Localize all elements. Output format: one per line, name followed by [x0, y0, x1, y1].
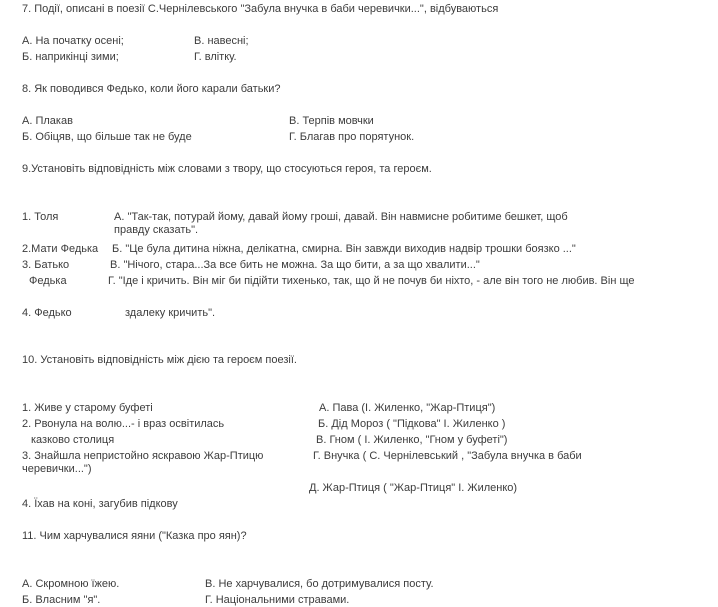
q10-left-4: 4. Їхав на коні, загубив підкову [22, 498, 178, 510]
q10-right-g: Г. Внучка ( С. Чернілевський , "Забула внучка в баби черевички...") [22, 450, 582, 475]
q9-question: 9.Установіть відповідність між словами з твору, що стосуються героя, та героєм. [22, 163, 432, 175]
q11-option-a: А. Скромною їжею. [22, 578, 120, 590]
q9-left-1: 1. Толя [22, 211, 59, 223]
q9-right-b: Б. "Це була дитина ніжна, делікатна, смирна. Він завжди виходив надвір трошки боязко ..." [112, 243, 576, 255]
q8-question: 8. Як поводився Федько, коли його карали батьки? [22, 83, 281, 95]
q10-left-2-cont: казково столиця [31, 434, 115, 446]
q10-left-3: 3. Знайшла непристойно яскравою Жар-Птицю [22, 450, 264, 462]
q8-option-b: Б. Обіцяв, що більше так не буде [22, 131, 192, 143]
q11-option-g: Г. Національними стравами. [205, 594, 350, 606]
q10-right-a: А. Пава (І. Жиленко, "Жар-Птиця") [319, 402, 496, 414]
q11-option-b: Б. Власним "я". [22, 594, 101, 606]
q10-right-d: Д. Жар-Птиця ( "Жар-Птиця" І. Жиленко) [309, 482, 518, 494]
q7-option-v: В. навесні; [194, 35, 249, 47]
q8-option-g: Г. Благав про порятунок. [289, 131, 415, 143]
q7-option-g: Г. влітку. [194, 51, 237, 63]
q10-left-2: 2. Рвонула на волю...- і враз освітилась [22, 418, 225, 430]
q10-question: 10. Установіть відповідність між дією та героєм поезії. [22, 354, 297, 366]
q9-right-v: В. "Нічого, стара...За все бить не можна. За що бити, а за що хвалити..." [110, 259, 480, 271]
q9-right-a: А. "Так-так, потурай йому, давай йому гроші, давай. Він навмисне робитиме бешкет, щоб правду сказать". [114, 211, 568, 236]
q10-left-1: 1. Живе у старому буфеті [22, 402, 153, 414]
q10-right-b: Б. Дід Мороз ( "Підкова" І. Жиленко ) [318, 418, 506, 430]
q8-option-v: В. Терпів мовчки [289, 115, 374, 127]
q9-right-g: Г. "Іде і кричить. Він міг би підійти тихенько, так, що й не почув би ніхто, - але він того не любив. Він ще [108, 275, 635, 287]
q7-question: 7. Події, описані в поезії С.Чернілевського "Забула внучка в баби черевички...", відбуваються [22, 3, 499, 15]
q10-right-v: В. Гном ( І. Жиленко, "Гном у буфеті") [316, 434, 508, 446]
q7-option-a: А. На початку осені; [22, 35, 124, 47]
q9-left-2: 2.Мати Федька [22, 243, 99, 255]
q11-question: 11. Чим харчувалися яяни ("Казка про яян)? [22, 530, 247, 542]
q9-right-g-cont: здалеку кричить". [125, 307, 216, 319]
q9-left-3-cont: Федька [29, 275, 67, 287]
q8-option-a: А. Плакав [22, 115, 73, 127]
q9-left-4: 4. Федько [22, 307, 72, 319]
q11-option-v: В. Не харчувалися, бо дотримувалися посту. [205, 578, 434, 590]
q9-left-3: 3. Батько [22, 259, 70, 271]
q7-option-b: Б. наприкінці зими; [22, 51, 119, 63]
